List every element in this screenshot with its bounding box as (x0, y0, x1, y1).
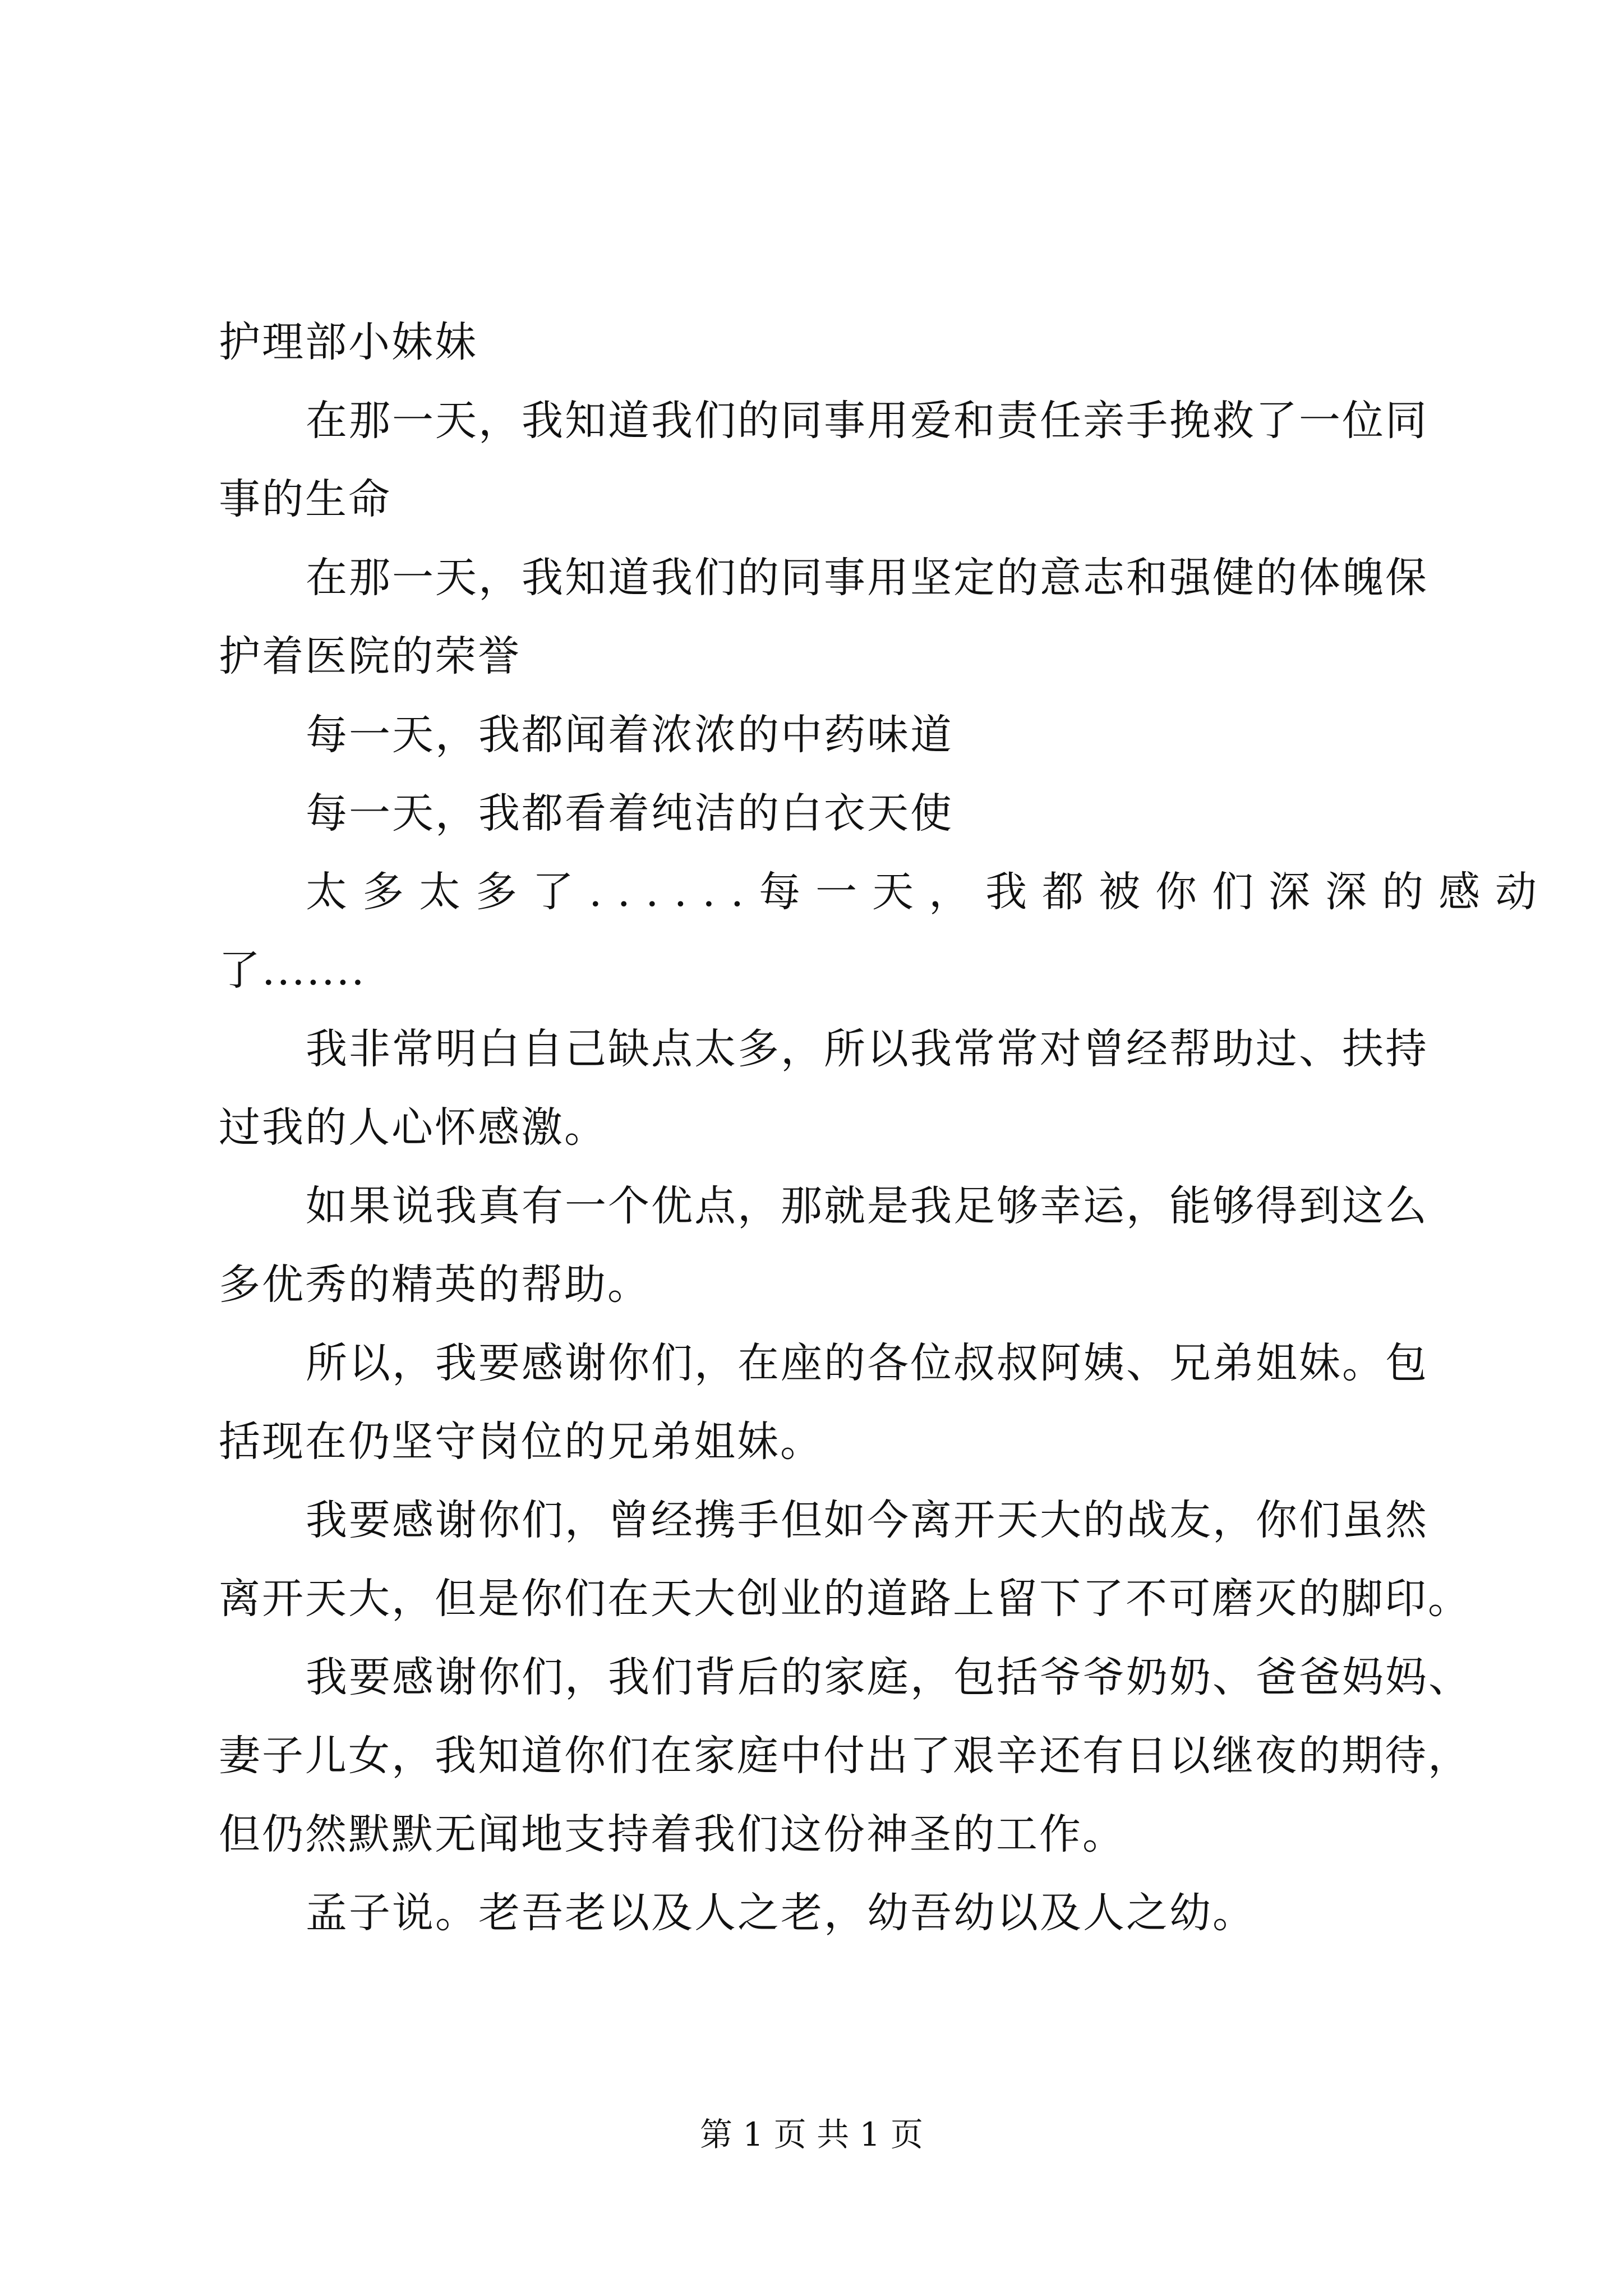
paragraph-line: 每一天，我都看着纯洁的白衣天使 (306, 789, 953, 838)
paragraph-line: 但仍然默默无闻地支持着我们这份神圣的工作。 (219, 1810, 1126, 1858)
paragraph-line: 括现在仍坚守岗位的兄弟姐妹。 (219, 1418, 823, 1466)
paragraph-line: 了....... (219, 946, 366, 995)
page-footer: 第 1 页 共 1 页 (700, 2115, 923, 2154)
paragraph-line: 在那一天，我知道我们的同事用坚定的意志和强健的体魄保 (306, 554, 1428, 602)
paragraph-line: 孟子说。老吾老以及人之老，幼吾幼以及人之幼。 (306, 1889, 1256, 1937)
paragraph-line: 我要感谢你们，我们背后的家庭，包括爷爷奶奶、爸爸妈妈、 (306, 1653, 1472, 1701)
document-line-signature: 护理部小妹妹 (219, 318, 478, 366)
paragraph-line: 事的生命 (219, 475, 391, 523)
paragraph-line: 妻子儿女，我知道你们在家庭中付出了艰辛还有日以继夜的期待， (219, 1732, 1471, 1780)
paragraph-line: 太多太多了......每一天，我都被你们深深的感动 (306, 868, 1552, 916)
paragraph-line: 过我的人心怀感激。 (219, 1103, 607, 1152)
paragraph-line: 护着医院的荣誉 (219, 632, 521, 680)
document-body (219, 303, 1552, 1952)
paragraph-line: 我非常明白自己缺点太多，所以我常常对曾经帮助过、扶持 (306, 1025, 1428, 1073)
paragraph-line: 每一天，我都闻着浓浓的中药味道 (306, 711, 953, 759)
paragraph-line: 所以，我要感谢你们，在座的各位叔叔阿姨、兄弟姐妹。包 (306, 1339, 1428, 1387)
paragraph-line: 如果说我真有一个优点，那就是我足够幸运，能够得到这么 (306, 1182, 1428, 1230)
paragraph-line: 多优秀的精英的帮助。 (219, 1260, 651, 1309)
paragraph-line: 我要感谢你们，曾经携手但如今离开天大的战友，你们虽然 (306, 1496, 1428, 1544)
paragraph-line: 离开天大，但是你们在天大创业的道路上留下了不可磨灭的脚印。 (219, 1575, 1471, 1623)
paragraph-line: 在那一天，我知道我们的同事用爱和责任亲手挽救了一位同 (306, 397, 1428, 445)
